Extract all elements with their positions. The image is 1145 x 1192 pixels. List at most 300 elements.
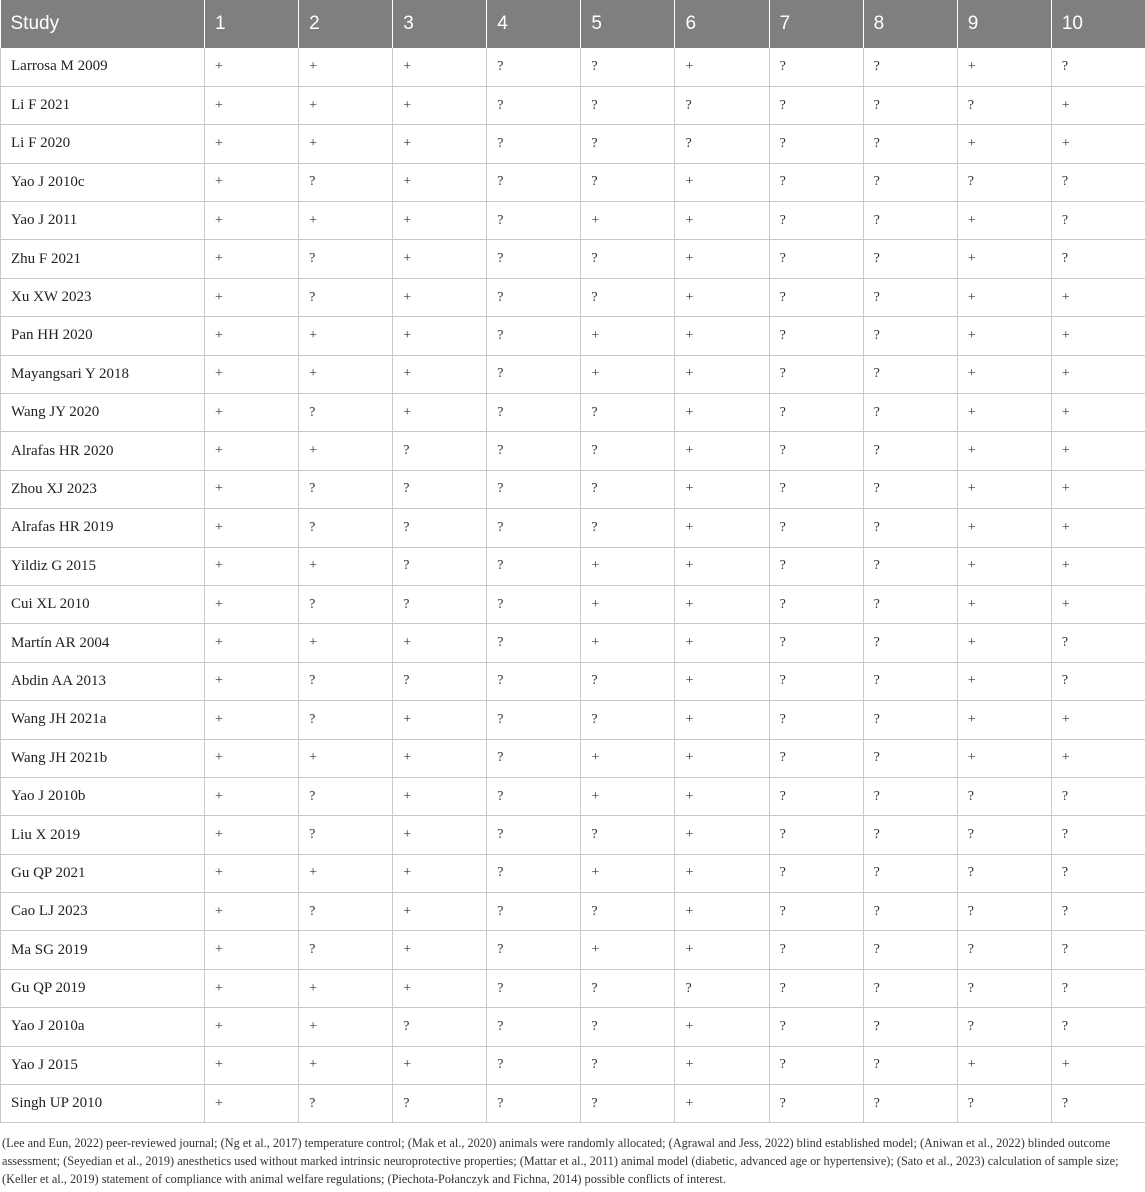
criterion-2-cell: + [299, 547, 393, 585]
criterion-10-cell: + [1051, 1046, 1145, 1084]
criterion-6-cell: + [675, 48, 769, 86]
criterion-8-cell: ? [863, 931, 957, 969]
criterion-9-cell: ? [957, 1008, 1051, 1046]
criterion-1-cell: + [205, 355, 299, 393]
table-row [1, 509, 1145, 547]
criterion-10-cell: ? [1051, 163, 1145, 201]
criterion-10-cell: ? [1051, 969, 1145, 1007]
column-header-1: 1 [205, 0, 299, 48]
criterion-1-cell: + [205, 317, 299, 355]
criterion-7-cell: ? [769, 701, 863, 739]
criterion-1-cell: + [205, 585, 299, 623]
study-name-cell: Liu X 2019 [1, 816, 205, 854]
criterion-7-cell: ? [769, 854, 863, 892]
criterion-3-cell: ? [393, 509, 487, 547]
criterion-2-cell: + [299, 739, 393, 777]
criterion-9-cell: ? [957, 969, 1051, 1007]
criterion-7-cell: ? [769, 470, 863, 508]
study-name-cell: Zhu F 2021 [1, 240, 205, 278]
criterion-9-cell: + [957, 509, 1051, 547]
criterion-9-cell: ? [957, 1085, 1051, 1123]
criterion-1-cell: + [205, 893, 299, 931]
criterion-2-cell: + [299, 125, 393, 163]
criterion-4-cell: ? [487, 432, 581, 470]
column-header-7: 7 [769, 0, 863, 48]
criterion-4-cell: ? [487, 969, 581, 1007]
table-row [1, 854, 1145, 892]
criterion-9-cell: + [957, 662, 1051, 700]
criterion-6-cell: + [675, 701, 769, 739]
criterion-4-cell: ? [487, 1085, 581, 1123]
criterion-4-cell: ? [487, 739, 581, 777]
criterion-6-cell: + [675, 1008, 769, 1046]
criterion-1-cell: + [205, 1008, 299, 1046]
column-header-5: 5 [581, 0, 675, 48]
study-name-cell: Martín AR 2004 [1, 624, 205, 662]
criterion-6-cell: + [675, 893, 769, 931]
criterion-7-cell: ? [769, 777, 863, 815]
column-header-4: 4 [487, 0, 581, 48]
criterion-6-cell: + [675, 163, 769, 201]
criterion-5-cell: ? [581, 509, 675, 547]
criterion-3-cell: + [393, 355, 487, 393]
table-row [1, 816, 1145, 854]
criterion-2-cell: ? [299, 931, 393, 969]
study-name-cell: Cui XL 2010 [1, 585, 205, 623]
criterion-10-cell: + [1051, 394, 1145, 432]
criterion-7-cell: ? [769, 317, 863, 355]
study-name-cell: Li F 2020 [1, 125, 205, 163]
study-name-cell: Alrafas HR 2020 [1, 432, 205, 470]
criterion-8-cell: ? [863, 432, 957, 470]
criterion-4-cell: ? [487, 470, 581, 508]
study-name-cell: Yildiz G 2015 [1, 547, 205, 585]
table-row [1, 48, 1145, 86]
table-row [1, 777, 1145, 815]
criterion-4-cell: ? [487, 125, 581, 163]
criterion-2-cell: ? [299, 777, 393, 815]
study-name-cell: Yao J 2011 [1, 202, 205, 240]
criterion-1-cell: + [205, 48, 299, 86]
table-row [1, 969, 1145, 1007]
criterion-3-cell: + [393, 125, 487, 163]
criterion-4-cell: ? [487, 777, 581, 815]
criterion-1-cell: + [205, 86, 299, 124]
criterion-7-cell: ? [769, 202, 863, 240]
criterion-9-cell: ? [957, 163, 1051, 201]
criterion-7-cell: ? [769, 931, 863, 969]
criterion-1-cell: + [205, 854, 299, 892]
criterion-5-cell: ? [581, 701, 675, 739]
criterion-10-cell: ? [1051, 662, 1145, 700]
criterion-4-cell: ? [487, 202, 581, 240]
criterion-4-cell: ? [487, 931, 581, 969]
criterion-1-cell: + [205, 509, 299, 547]
study-name-cell: Cao LJ 2023 [1, 893, 205, 931]
criterion-3-cell: + [393, 777, 487, 815]
criterion-8-cell: ? [863, 1008, 957, 1046]
criterion-2-cell: + [299, 355, 393, 393]
criterion-5-cell: ? [581, 86, 675, 124]
criterion-8-cell: ? [863, 624, 957, 662]
criterion-9-cell: ? [957, 777, 1051, 815]
table-row [1, 125, 1145, 163]
criterion-10-cell: ? [1051, 240, 1145, 278]
criterion-6-cell: + [675, 432, 769, 470]
criterion-9-cell: + [957, 701, 1051, 739]
criterion-4-cell: ? [487, 701, 581, 739]
study-name-cell: Singh UP 2010 [1, 1085, 205, 1123]
table-row [1, 547, 1145, 585]
criterion-4-cell: ? [487, 394, 581, 432]
table-row [1, 585, 1145, 623]
criterion-10-cell: ? [1051, 48, 1145, 86]
criterion-5-cell: ? [581, 163, 675, 201]
criterion-5-cell: + [581, 854, 675, 892]
table-row [1, 1085, 1145, 1123]
criterion-3-cell: + [393, 48, 487, 86]
criterion-7-cell: ? [769, 662, 863, 700]
criterion-2-cell: ? [299, 816, 393, 854]
criterion-3-cell: + [393, 624, 487, 662]
criterion-6-cell: + [675, 470, 769, 508]
criterion-8-cell: ? [863, 470, 957, 508]
criterion-4-cell: ? [487, 240, 581, 278]
table-row [1, 662, 1145, 700]
criterion-8-cell: ? [863, 854, 957, 892]
criterion-10-cell: ? [1051, 202, 1145, 240]
criterion-3-cell: + [393, 278, 487, 316]
criterion-9-cell: + [957, 48, 1051, 86]
criterion-10-cell: + [1051, 470, 1145, 508]
criterion-6-cell: + [675, 739, 769, 777]
criterion-8-cell: ? [863, 163, 957, 201]
criterion-6-cell: + [675, 202, 769, 240]
criterion-9-cell: + [957, 547, 1051, 585]
criterion-2-cell: ? [299, 278, 393, 316]
criterion-10-cell: ? [1051, 816, 1145, 854]
criterion-1-cell: + [205, 470, 299, 508]
criterion-3-cell: + [393, 202, 487, 240]
criterion-8-cell: ? [863, 701, 957, 739]
criterion-3-cell: + [393, 86, 487, 124]
table-row [1, 1046, 1145, 1084]
criterion-4-cell: ? [487, 1046, 581, 1084]
study-name-cell: Alrafas HR 2019 [1, 509, 205, 547]
criterion-8-cell: ? [863, 739, 957, 777]
table-row [1, 624, 1145, 662]
criterion-1-cell: + [205, 202, 299, 240]
criterion-4-cell: ? [487, 816, 581, 854]
criterion-5-cell: + [581, 355, 675, 393]
criterion-8-cell: ? [863, 893, 957, 931]
criterion-6-cell: + [675, 931, 769, 969]
criterion-2-cell: + [299, 317, 393, 355]
criterion-4-cell: ? [487, 547, 581, 585]
table-row [1, 86, 1145, 124]
criterion-6-cell: + [675, 854, 769, 892]
criterion-7-cell: ? [769, 355, 863, 393]
criterion-2-cell: + [299, 854, 393, 892]
criterion-7-cell: ? [769, 509, 863, 547]
table-row [1, 355, 1145, 393]
criterion-1-cell: + [205, 547, 299, 585]
table-row [1, 893, 1145, 931]
criterion-1-cell: + [205, 739, 299, 777]
criterion-9-cell: ? [957, 816, 1051, 854]
criterion-5-cell: + [581, 739, 675, 777]
study-name-cell: Mayangsari Y 2018 [1, 355, 205, 393]
table-footnote: (Lee and Eun, 2022) peer-reviewed journal; (Ng et al., 2017) temperature control; (Mak et al., 2020) animals were randomly allocated; (Agrawal and Jess, 2022) blind established model; (Aniwan et al., 2022) blinded outcome assessment; (Seyedian et al., 2019) anesthetics used without marked intrinsic neuroprotective properties; (Mattar et al., 2011) animal model (diabetic, advanced age or hypertensive); (Sato et al., 2023) calculation of sample size; (Keller et al., 2019) statement of compliance with animal welfare regulations; (Piechota-Połanczyk and Fichna, 2014) possible conflicts of interest. [2, 1136, 1119, 1186]
criterion-3-cell: + [393, 701, 487, 739]
criterion-2-cell: + [299, 969, 393, 1007]
criterion-7-cell: ? [769, 163, 863, 201]
criterion-5-cell: + [581, 202, 675, 240]
criterion-4-cell: ? [487, 893, 581, 931]
criterion-7-cell: ? [769, 893, 863, 931]
criterion-2-cell: ? [299, 240, 393, 278]
table-row [1, 701, 1145, 739]
criterion-2-cell: ? [299, 701, 393, 739]
criterion-3-cell: + [393, 317, 487, 355]
criterion-3-cell: + [393, 816, 487, 854]
header-row [1, 0, 1145, 48]
criterion-3-cell: + [393, 969, 487, 1007]
criterion-6-cell: + [675, 662, 769, 700]
criterion-1-cell: + [205, 240, 299, 278]
criterion-10-cell: ? [1051, 624, 1145, 662]
study-name-cell: Yao J 2015 [1, 1046, 205, 1084]
criterion-2-cell: ? [299, 585, 393, 623]
criterion-1-cell: + [205, 1046, 299, 1084]
criterion-7-cell: ? [769, 1008, 863, 1046]
criterion-10-cell: + [1051, 125, 1145, 163]
criterion-1-cell: + [205, 1085, 299, 1123]
criterion-10-cell: ? [1051, 777, 1145, 815]
criterion-8-cell: ? [863, 585, 957, 623]
criterion-6-cell: + [675, 317, 769, 355]
criterion-4-cell: ? [487, 585, 581, 623]
criterion-7-cell: ? [769, 278, 863, 316]
table-row [1, 278, 1145, 316]
table-body [1, 48, 1145, 1123]
study-name-cell: Larrosa M 2009 [1, 48, 205, 86]
study-name-cell: Yao J 2010c [1, 163, 205, 201]
criterion-9-cell: + [957, 739, 1051, 777]
criterion-6-cell: + [675, 394, 769, 432]
criterion-3-cell: ? [393, 662, 487, 700]
criterion-5-cell: + [581, 777, 675, 815]
criterion-5-cell: + [581, 317, 675, 355]
study-name-cell: Ma SG 2019 [1, 931, 205, 969]
criterion-7-cell: ? [769, 585, 863, 623]
criterion-3-cell: + [393, 163, 487, 201]
criterion-8-cell: ? [863, 125, 957, 163]
criterion-2-cell: ? [299, 662, 393, 700]
criterion-8-cell: ? [863, 509, 957, 547]
criterion-3-cell: + [393, 240, 487, 278]
criterion-3-cell: + [393, 893, 487, 931]
criterion-5-cell: + [581, 585, 675, 623]
criterion-1-cell: + [205, 931, 299, 969]
criterion-3-cell: ? [393, 585, 487, 623]
criterion-6-cell: ? [675, 969, 769, 1007]
criterion-6-cell: + [675, 509, 769, 547]
study-name-cell: Wang JY 2020 [1, 394, 205, 432]
criterion-10-cell: + [1051, 317, 1145, 355]
criterion-5-cell: ? [581, 1085, 675, 1123]
criterion-3-cell: ? [393, 470, 487, 508]
criterion-2-cell: + [299, 202, 393, 240]
study-name-cell: Gu QP 2021 [1, 854, 205, 892]
study-name-cell: Li F 2021 [1, 86, 205, 124]
criterion-5-cell: ? [581, 470, 675, 508]
study-name-cell: Xu XW 2023 [1, 278, 205, 316]
criterion-10-cell: ? [1051, 1085, 1145, 1123]
criterion-8-cell: ? [863, 547, 957, 585]
criterion-10-cell: ? [1051, 854, 1145, 892]
criterion-1-cell: + [205, 624, 299, 662]
criterion-7-cell: ? [769, 240, 863, 278]
criterion-10-cell: + [1051, 432, 1145, 470]
column-header-10: 10 [1051, 0, 1145, 48]
criterion-9-cell: + [957, 1046, 1051, 1084]
criterion-2-cell: + [299, 1008, 393, 1046]
criterion-9-cell: + [957, 470, 1051, 508]
criterion-6-cell: + [675, 624, 769, 662]
criterion-2-cell: ? [299, 509, 393, 547]
criterion-6-cell: + [675, 355, 769, 393]
column-header-3: 3 [393, 0, 487, 48]
table-row [1, 432, 1145, 470]
criterion-6-cell: + [675, 777, 769, 815]
criterion-1-cell: + [205, 701, 299, 739]
criterion-6-cell: + [675, 1085, 769, 1123]
criterion-2-cell: ? [299, 893, 393, 931]
criterion-7-cell: ? [769, 1046, 863, 1084]
criterion-4-cell: ? [487, 86, 581, 124]
criterion-3-cell: ? [393, 432, 487, 470]
criterion-7-cell: ? [769, 86, 863, 124]
column-header-9: 9 [957, 0, 1051, 48]
criterion-4-cell: ? [487, 48, 581, 86]
criterion-10-cell: + [1051, 278, 1145, 316]
criterion-2-cell: ? [299, 394, 393, 432]
criterion-7-cell: ? [769, 816, 863, 854]
criterion-3-cell: ? [393, 547, 487, 585]
criterion-9-cell: + [957, 585, 1051, 623]
criterion-2-cell: + [299, 1046, 393, 1084]
criterion-9-cell: + [957, 394, 1051, 432]
criterion-8-cell: ? [863, 969, 957, 1007]
criterion-5-cell: ? [581, 816, 675, 854]
column-header-8: 8 [863, 0, 957, 48]
criterion-1-cell: + [205, 125, 299, 163]
criterion-3-cell: + [393, 854, 487, 892]
criterion-5-cell: ? [581, 1046, 675, 1084]
criterion-1-cell: + [205, 163, 299, 201]
criterion-5-cell: ? [581, 394, 675, 432]
criterion-7-cell: ? [769, 624, 863, 662]
criterion-7-cell: ? [769, 547, 863, 585]
criterion-5-cell: ? [581, 48, 675, 86]
criterion-5-cell: ? [581, 1008, 675, 1046]
criterion-8-cell: ? [863, 317, 957, 355]
criterion-6-cell: + [675, 278, 769, 316]
criterion-7-cell: ? [769, 432, 863, 470]
study-name-cell: Wang JH 2021b [1, 739, 205, 777]
table-row [1, 240, 1145, 278]
criterion-5-cell: + [581, 624, 675, 662]
criterion-4-cell: ? [487, 163, 581, 201]
criterion-9-cell: ? [957, 854, 1051, 892]
criterion-2-cell: ? [299, 1085, 393, 1123]
criterion-5-cell: ? [581, 969, 675, 1007]
criterion-5-cell: ? [581, 432, 675, 470]
criterion-7-cell: ? [769, 48, 863, 86]
criterion-5-cell: ? [581, 893, 675, 931]
criterion-1-cell: + [205, 394, 299, 432]
criterion-9-cell: + [957, 355, 1051, 393]
column-header-2: 2 [299, 0, 393, 48]
criterion-3-cell: + [393, 394, 487, 432]
criterion-2-cell: + [299, 624, 393, 662]
criterion-8-cell: ? [863, 1085, 957, 1123]
column-header-6: 6 [675, 0, 769, 48]
criterion-9-cell: + [957, 317, 1051, 355]
criterion-6-cell: + [675, 585, 769, 623]
criterion-2-cell: + [299, 86, 393, 124]
criterion-3-cell: + [393, 739, 487, 777]
criterion-8-cell: ? [863, 86, 957, 124]
criterion-5-cell: ? [581, 125, 675, 163]
criterion-4-cell: ? [487, 662, 581, 700]
criterion-10-cell: + [1051, 701, 1145, 739]
criterion-8-cell: ? [863, 816, 957, 854]
criterion-4-cell: ? [487, 1008, 581, 1046]
criterion-7-cell: ? [769, 969, 863, 1007]
criterion-6-cell: ? [675, 86, 769, 124]
criterion-6-cell: + [675, 547, 769, 585]
criterion-10-cell: + [1051, 585, 1145, 623]
criterion-2-cell: + [299, 432, 393, 470]
criterion-1-cell: + [205, 662, 299, 700]
table-row [1, 470, 1145, 508]
criterion-10-cell: ? [1051, 1008, 1145, 1046]
criterion-10-cell: + [1051, 86, 1145, 124]
criterion-9-cell: + [957, 125, 1051, 163]
criterion-8-cell: ? [863, 278, 957, 316]
criterion-8-cell: ? [863, 240, 957, 278]
criterion-8-cell: ? [863, 1046, 957, 1084]
criterion-9-cell: ? [957, 931, 1051, 969]
criterion-1-cell: + [205, 816, 299, 854]
criterion-5-cell: ? [581, 662, 675, 700]
criterion-8-cell: ? [863, 662, 957, 700]
criterion-5-cell: + [581, 931, 675, 969]
criterion-6-cell: + [675, 240, 769, 278]
criterion-8-cell: ? [863, 394, 957, 432]
study-name-cell: Zhou XJ 2023 [1, 470, 205, 508]
criterion-7-cell: ? [769, 739, 863, 777]
criterion-7-cell: ? [769, 1085, 863, 1123]
criterion-10-cell: ? [1051, 893, 1145, 931]
criterion-7-cell: ? [769, 394, 863, 432]
table-row [1, 739, 1145, 777]
criterion-2-cell: ? [299, 163, 393, 201]
criterion-10-cell: ? [1051, 931, 1145, 969]
criterion-1-cell: + [205, 278, 299, 316]
